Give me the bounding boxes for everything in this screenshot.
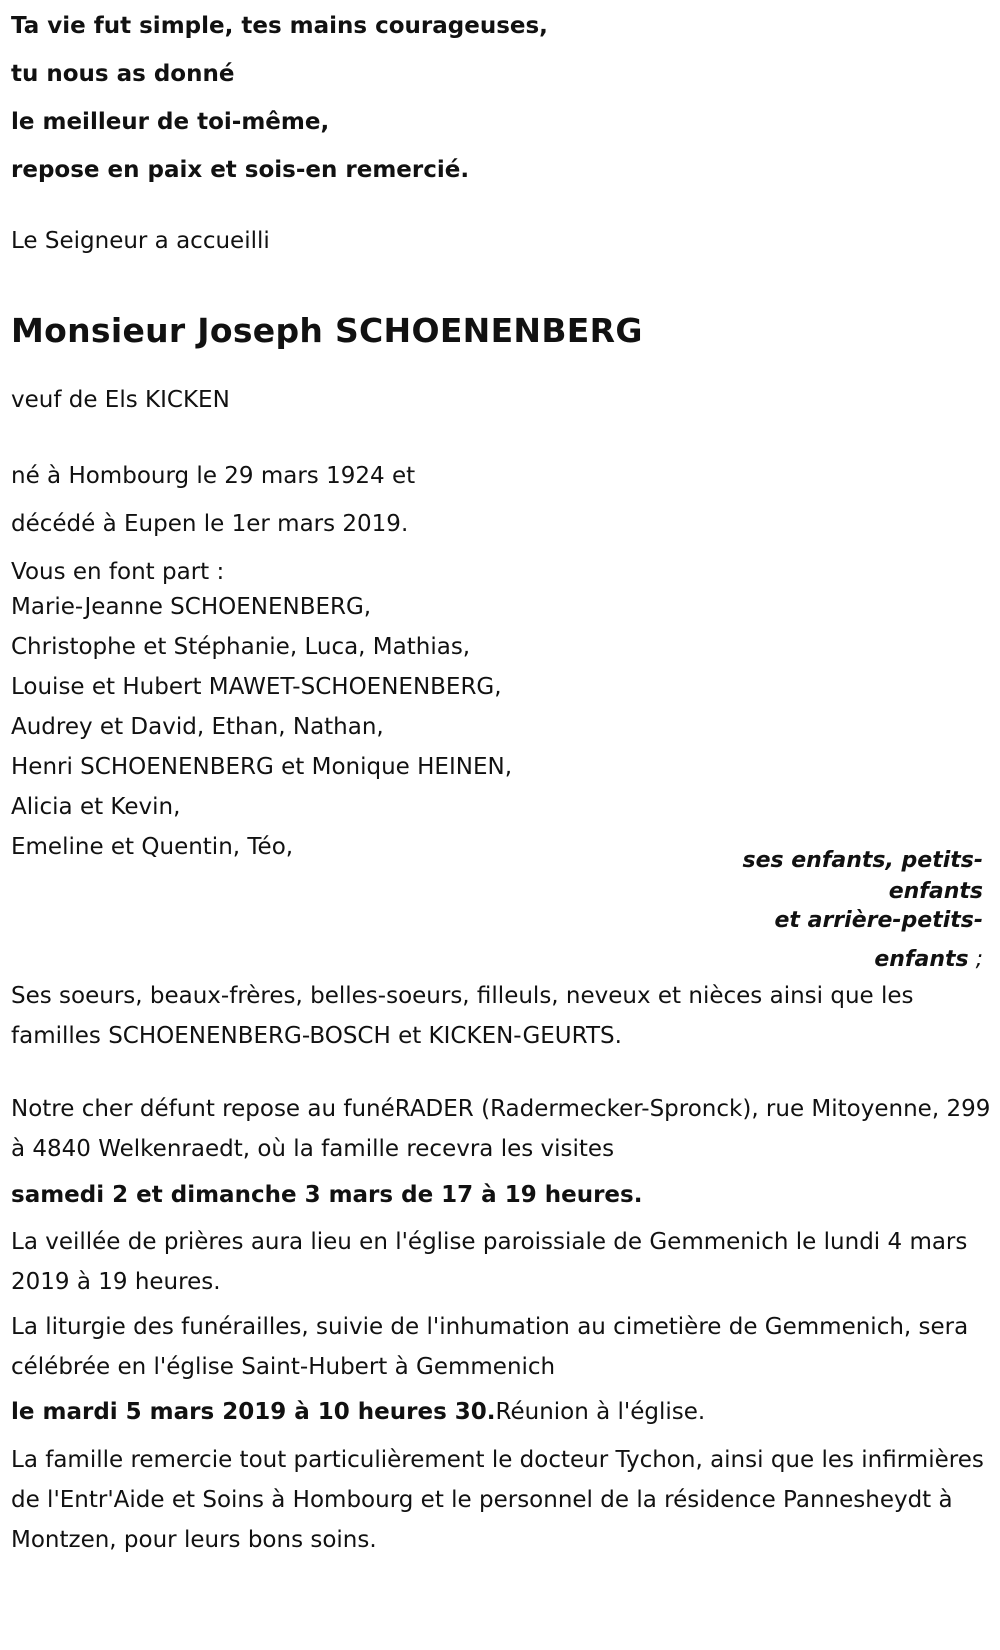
thanks-text: La famille remercie tout particulièrement le docteur Tychon, ainsi que les infirmières de l'Entr'Aide et Soins à Hombourg et le personnel de la résidence Pannesheydt à Montzen, pour leurs bons soins. — [11, 1447, 984, 1553]
poem-line: repose en paix et sois-en remercié. — [11, 157, 470, 183]
poem-line: Ta vie fut simple, tes mains courageuses, — [11, 13, 548, 39]
announce-label: Vous en font part : — [11, 559, 225, 585]
funeral-date: le mardi 5 mars 2019 à 10 heures 30. — [11, 1399, 496, 1425]
family-member: Emeline et Quentin, Téo, — [11, 834, 294, 860]
funeral-note: Réunion à l'église. — [495, 1399, 706, 1425]
family-member: Christophe et Stéphanie, Luca, Mathias, — [11, 634, 471, 660]
family-role-2 — [775, 905, 983, 975]
poem — [11, 8, 711, 200]
family-member: Marie-Jeanne SCHOENENBERG, — [11, 594, 372, 620]
poem-line: le meilleur de toi-même, — [11, 109, 330, 135]
role-line: enfants — [888, 879, 983, 904]
birth-text: né à Hombourg le 29 mars 1924 et — [11, 463, 416, 489]
liturgy-text: La liturgie des funérailles, suivie de l'inhumation au cimetière de Gemmenich, sera célébrée en l'église Saint-Hubert à Gemmenich — [11, 1314, 969, 1380]
role-line: ses enfants, petits- — [742, 848, 983, 873]
rest-place-text: Notre cher défunt repose au funéRADER (Radermecker-Spronck), rue Mitoyenne, 299 à 4840 Welkenraedt, où la famille recevra les visites — [11, 1096, 991, 1162]
intro-text: Le Seigneur a accueilli — [11, 228, 270, 254]
family-member: Audrey et David, Ethan, Nathan, — [11, 714, 384, 740]
poem-line: tu nous as donné — [11, 61, 235, 87]
relatives-text: Ses soeurs, beaux-frères, belles-soeurs, filleuls, neveux et nièces ainsi que les familles SCHOENENBERG-BOSCH et KICKEN-GEURTS. — [11, 983, 914, 1049]
death-text: décédé à Eupen le 1er mars 2019. — [11, 511, 409, 537]
role-suffix: ; — [968, 947, 983, 972]
role-line: enfants — [874, 947, 969, 972]
funeral-line — [11, 1392, 996, 1432]
deceased-name: Monsieur Joseph SCHOENENBERG — [11, 311, 643, 350]
family-member: Henri SCHOENENBERG et Monique HEINEN, — [11, 754, 513, 780]
vigil-text: La veillée de prières aura lieu en l'église paroissiale de Gemmenich le lundi 4 mars 2019 à 19 heures. — [11, 1229, 968, 1295]
family-member: Alicia et Kevin, — [11, 794, 181, 820]
widower-text: veuf de Els KICKEN — [11, 387, 230, 413]
family-role — [742, 845, 983, 907]
family-member: Louise et Hubert MAWET-SCHOENENBERG, — [11, 674, 502, 700]
visit-times: samedi 2 et dimanche 3 mars de 17 à 19 heures. — [11, 1182, 643, 1208]
role-line: et arrière-petits- — [774, 908, 983, 933]
family-list — [11, 587, 512, 867]
